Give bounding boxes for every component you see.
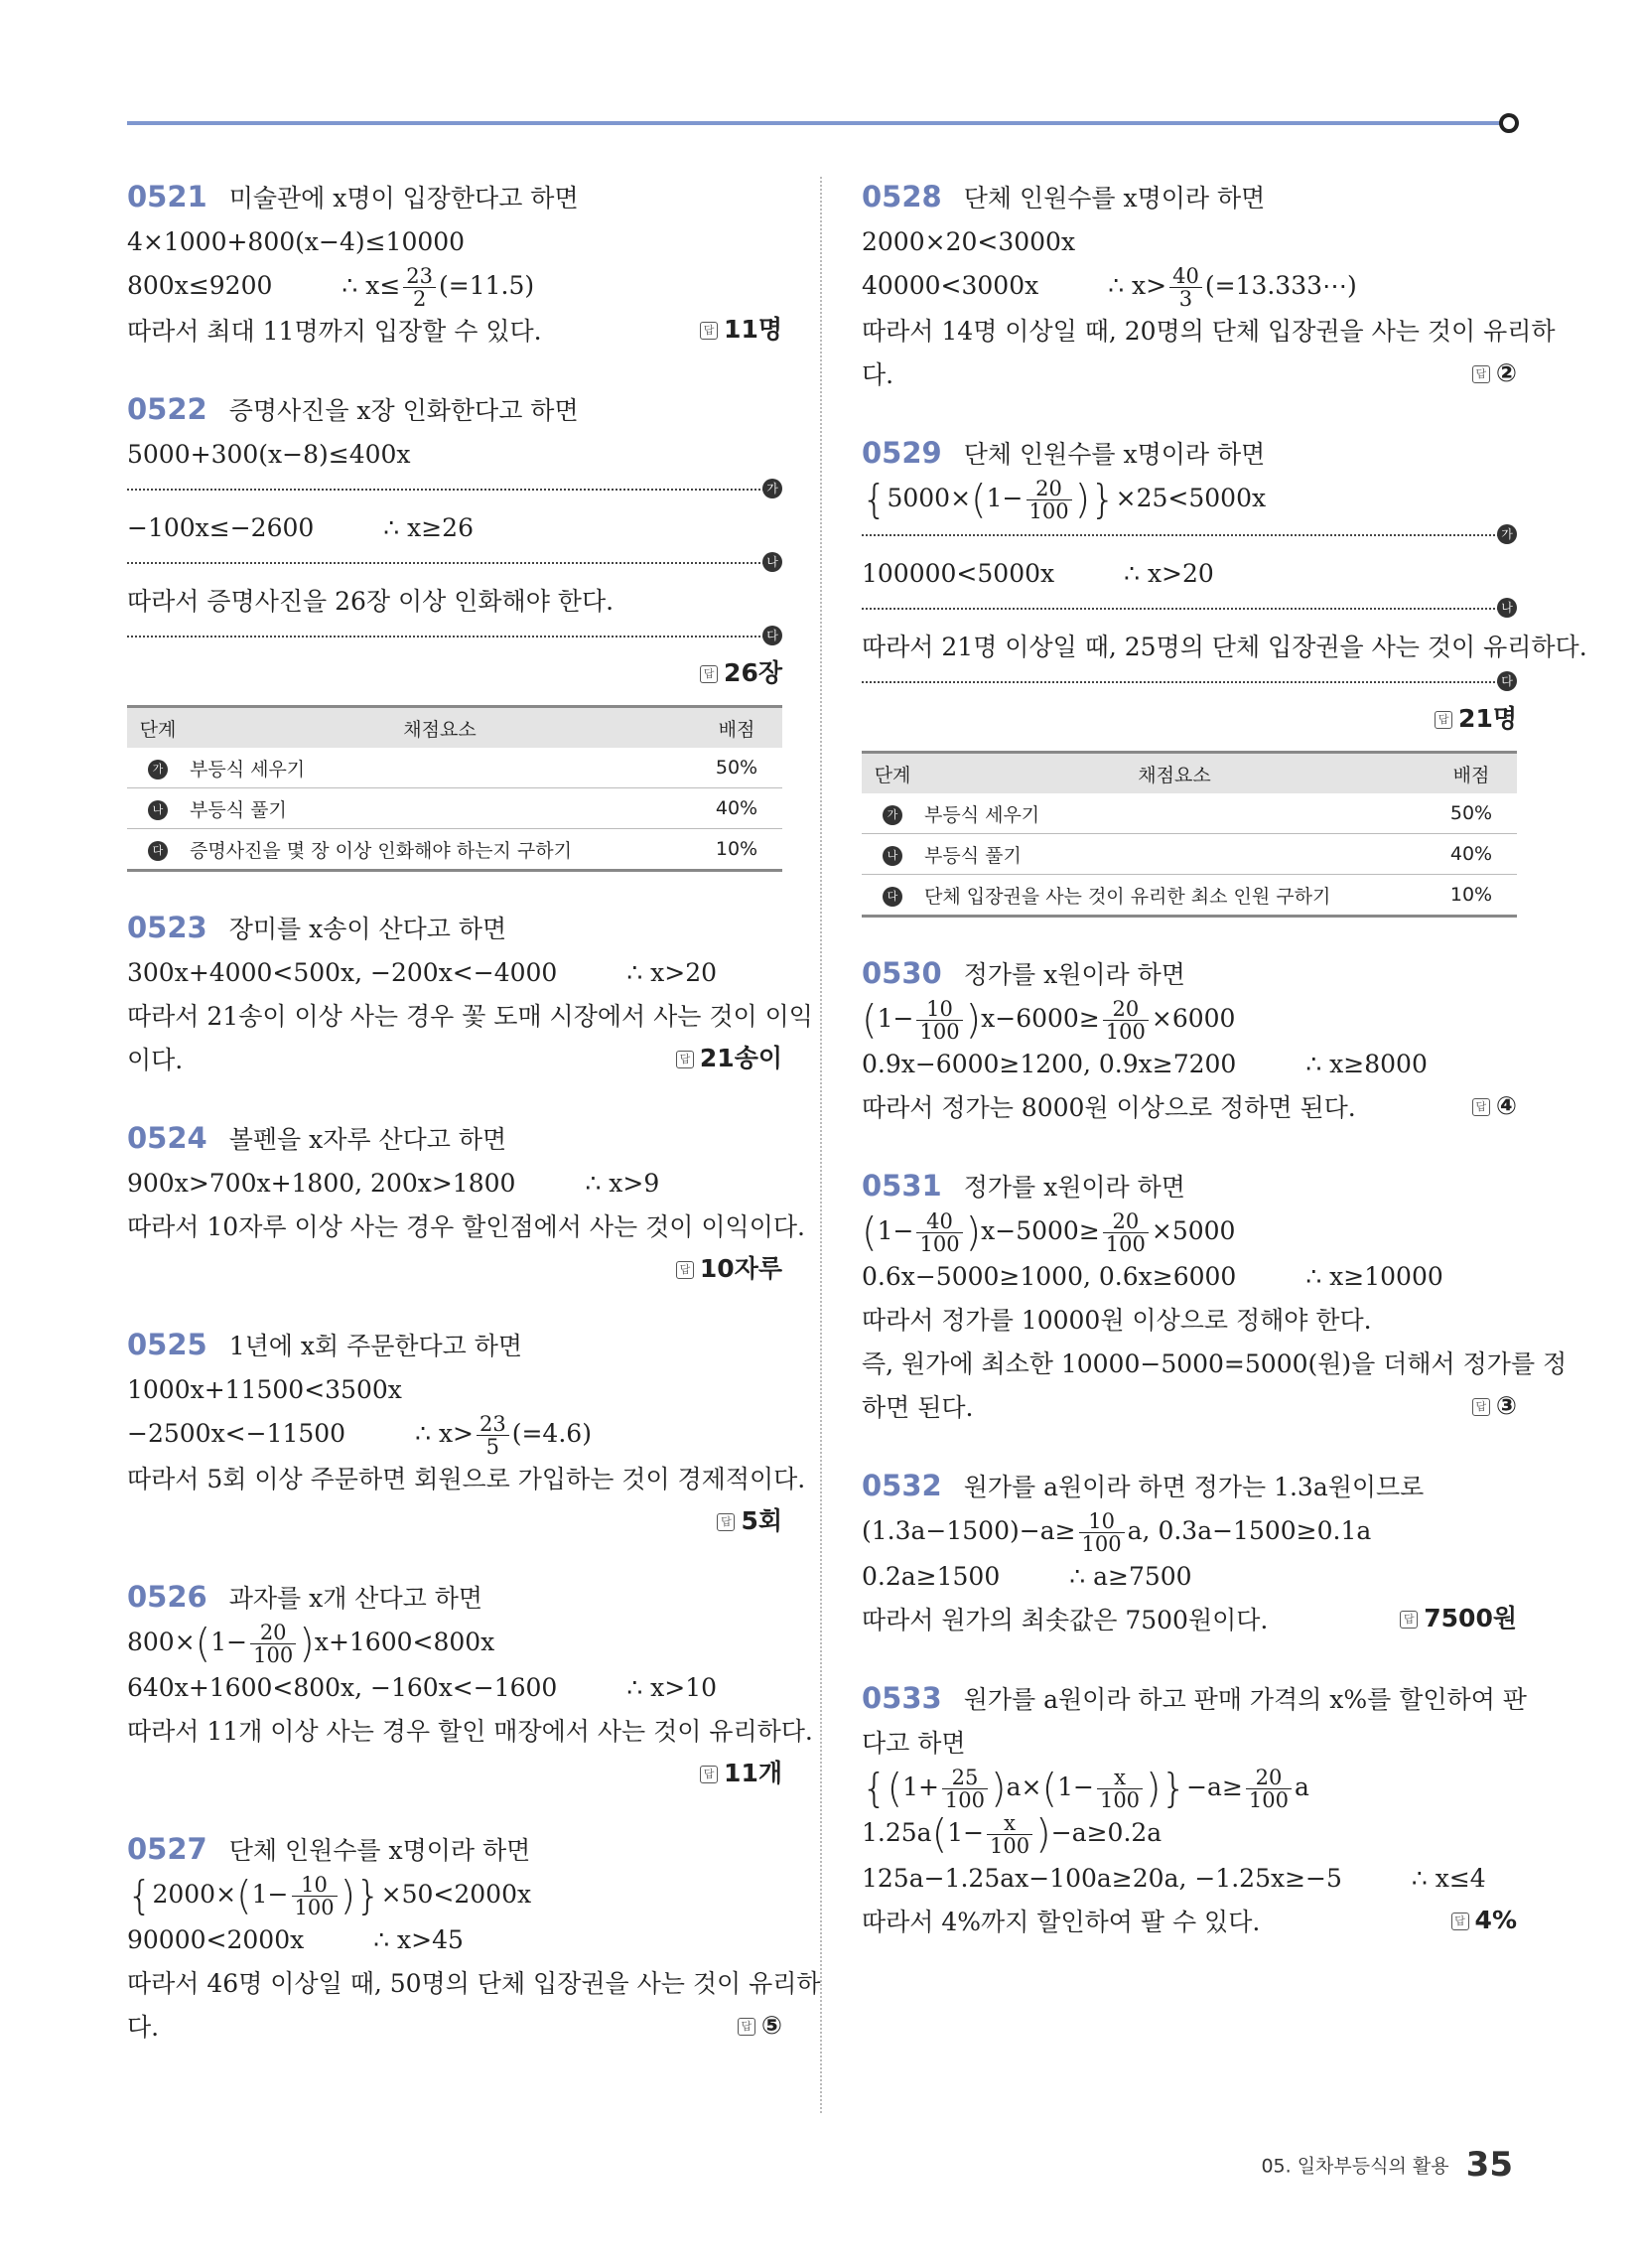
problem-0526: 0526 과자를 x개 산다고 하면 800×(1− $\frac{20}{100}$ )x+1600<800x 640x+1600<800x, −160x<−1600 ∴ x>10 따라서 11개 이상 사는 경우 할인 매장에서 사는 것이 유리하다. 답 11개 bbox=[127, 1575, 782, 1793]
equation: 5000+300(x−8)≤400x bbox=[127, 440, 411, 469]
answer-icon: 답 bbox=[700, 322, 718, 340]
equation: 1000x+11500<3500x bbox=[127, 1375, 402, 1404]
problem-number: 0531 bbox=[862, 1169, 942, 1203]
table-row: 다 단체 입장권을 사는 것이 유리한 최소 인원 구하기 10% bbox=[862, 875, 1517, 917]
equation: 4×1000+800(x−4)≤10000 bbox=[127, 227, 466, 256]
answer: 답 7500원 bbox=[1400, 1599, 1517, 1638]
problem-0527: 0527 단체 인원수를 x명이라 하면 {2000×(1− $\frac{10}{100}$ )}×50<2000x 90000<2000x ∴ x>45 따라서 46명 이상일 때, 50명의 단체 입장권을 사는 것이 유리하 다. 답 ⑤ bbox=[127, 1827, 782, 2050]
equation: 900x>700x+1800, 200x>1800 bbox=[127, 1169, 516, 1198]
page-number: 35 bbox=[1465, 2145, 1513, 2185]
fraction: $\frac{10}{100}$ bbox=[916, 998, 962, 1043]
equation: 0.6x−5000≥1000, 0.6x≥6000 bbox=[862, 1262, 1237, 1291]
conclusion: 따라서 4%까지 할인하여 팔 수 있다. bbox=[862, 1908, 1261, 1936]
problem-number: 0529 bbox=[862, 436, 942, 470]
answer-icon: 답 bbox=[1472, 1098, 1490, 1116]
equation: (=11.5) bbox=[439, 271, 535, 300]
answer: 답 21송이 bbox=[676, 1039, 782, 1078]
equation: ∴ x>9 bbox=[585, 1169, 660, 1198]
answer-icon: 답 bbox=[1472, 365, 1490, 383]
equation: ∴ x> bbox=[1108, 271, 1167, 300]
equation: ∴ x>45 bbox=[373, 1925, 464, 1954]
conclusion: 다. bbox=[127, 2013, 160, 2042]
problem-head: 증명사진을 x장 인화한다고 하면 bbox=[228, 396, 579, 425]
equation: 0.9x−6000≥1200, 0.9x≥7200 bbox=[862, 1050, 1237, 1078]
page-footer bbox=[1261, 2145, 1513, 2185]
conclusion: 즉, 원가에 최소한 10000−5000=5000(원)을 더해서 정가를 정 bbox=[862, 1349, 1568, 1378]
equation: ∴ x≥26 bbox=[383, 513, 474, 542]
equation: ∴ x>20 bbox=[1124, 559, 1214, 588]
problem-number: 0532 bbox=[862, 1469, 942, 1502]
right-column bbox=[862, 175, 1587, 1978]
problem-head: 정가를 x원이라 하면 bbox=[963, 1173, 1185, 1202]
answer: 답 26장 bbox=[127, 653, 782, 693]
problem-0533: 0533 원가를 a원이라 하고 판매 가격의 x%를 할인하여 판 다고 하면 {(1+ $\frac{25}{100}$ )a×(1− $\frac{x}{100}$ )}−a≥ $\frac{20}{100}$ a 1.25a(1− $\frac{x}{100}$ )−a≥0.2a 125a−1.25ax−100a≥20a, −1.25x≥−5 ∴ x≤4 따라서 4%까지 할인하여 팔 수 있다. 답 4% bbox=[862, 1676, 1517, 1944]
answer: 답 ④ bbox=[1472, 1086, 1517, 1126]
fraction: $\frac{20}{100}$ bbox=[250, 1622, 296, 1666]
step-marker-ga bbox=[862, 524, 1517, 546]
equation: 640x+1600<800x, −160x<−1600 bbox=[127, 1673, 558, 1702]
problem-0525 bbox=[127, 1323, 806, 1541]
grading-table: 단계 채점요소 배점 가 부등식 세우기 50% 나 부등식 풀기 40% 다 증명사진을 몇 장 이상 인화해야 하는지 구하기 10% bbox=[127, 705, 782, 872]
problem-number: 0533 bbox=[862, 1681, 942, 1715]
step-da-icon: 다 bbox=[1497, 671, 1517, 691]
conclusion: 이다. bbox=[127, 1046, 184, 1074]
answer: 답 21명 bbox=[862, 699, 1517, 739]
equation: (=4.6) bbox=[511, 1419, 592, 1448]
problem-number: 0525 bbox=[127, 1328, 207, 1361]
problem-0522 bbox=[127, 387, 782, 872]
equation: ∴ x≤ bbox=[342, 271, 401, 300]
answer-icon: 답 bbox=[1472, 1398, 1490, 1416]
problem-head: 볼펜을 x자루 산다고 하면 bbox=[228, 1125, 507, 1154]
equation: ∴ x≥8000 bbox=[1305, 1050, 1428, 1078]
problem-number: 0522 bbox=[127, 392, 207, 426]
equation: 40000<3000x bbox=[862, 271, 1039, 300]
step-marker-ga bbox=[127, 479, 782, 500]
problem-head: 원가를 a원이라 하고 판매 가격의 x%를 할인하여 판 bbox=[963, 1685, 1527, 1714]
step-na-icon: 나 bbox=[762, 552, 782, 572]
conclusion: 따라서 원가의 최솟값은 7500원이다. bbox=[862, 1606, 1269, 1634]
fraction: $\frac{20}{100}$ bbox=[1103, 998, 1149, 1043]
table-row: 가 부등식 세우기 50% bbox=[127, 748, 782, 788]
conclusion: 따라서 21명 이상일 때, 25명의 단체 입장권을 사는 것이 유리하다. bbox=[862, 633, 1587, 661]
fraction: $\frac{10}{100}$ bbox=[292, 1874, 338, 1918]
answer-icon: 답 bbox=[1451, 1913, 1469, 1930]
problem-head: 정가를 x원이라 하면 bbox=[963, 960, 1185, 989]
problem-number: 0528 bbox=[862, 180, 942, 213]
answer: 답 10자루 bbox=[127, 1249, 782, 1289]
conclusion: 따라서 46명 이상일 때, 50명의 단체 입장권을 사는 것이 유리하 bbox=[127, 1969, 821, 1998]
problem-0528 bbox=[862, 175, 1556, 397]
table-row: 나 부등식 풀기 40% bbox=[862, 834, 1517, 875]
problem-head: 단체 인원수를 x명이라 하면 bbox=[963, 440, 1266, 469]
equation: ∴ x≥10000 bbox=[1305, 1262, 1443, 1291]
fraction: $\frac{23}{2}$ bbox=[403, 265, 436, 310]
table-row: 나 부등식 풀기 40% bbox=[127, 788, 782, 829]
fraction: $\frac{20}{100}$ bbox=[1103, 1210, 1149, 1255]
problem-head: 미술관에 x명이 입장한다고 하면 bbox=[228, 184, 579, 213]
step-marker-da bbox=[862, 671, 1517, 693]
problem-0529: 0529 단체 인원수를 x명이라 하면 {5000×(1− $\frac{20}{100}$ )}×25<5000x 가 100000<5000x ∴ x>20 나 따라서 21명 이상일 때, 25명의 단체 입장권을 사는 것이 유리하다. 다 답 21명 단계 채점요소 배점 가 부등식 세우기 50% 나 부등식 풀기 40% 다 단체 입장권을 사는 것이 유리한 최소 인원 구하기 10% bbox=[862, 431, 1517, 918]
answer: 답 11개 bbox=[127, 1754, 782, 1793]
equation: (=13.333⋯) bbox=[1204, 271, 1357, 300]
equation: −100x≤−2600 bbox=[127, 513, 315, 542]
fraction: $\frac{40}{3}$ bbox=[1169, 265, 1202, 310]
equation: ∴ x>20 bbox=[626, 958, 718, 987]
answer: 답 ⑤ bbox=[738, 2006, 782, 2046]
equation: 0.2a≥1500 bbox=[862, 1562, 1001, 1591]
problem-head: 장미를 x송이 산다고 하면 bbox=[228, 915, 507, 943]
step-marker-da bbox=[127, 626, 782, 647]
answer-icon: 답 bbox=[717, 1513, 735, 1531]
table-row: 다 증명사진을 몇 장 이상 인화해야 하는지 구하기 10% bbox=[127, 829, 782, 871]
answer: 답 ② bbox=[1472, 354, 1517, 393]
conclusion: 따라서 5회 이상 주문하면 회원으로 가입하는 것이 경제적이다. bbox=[127, 1465, 806, 1493]
conclusion: 다. bbox=[862, 360, 894, 389]
conclusion: 따라서 최대 11명까지 입장할 수 있다. bbox=[127, 317, 542, 346]
left-column bbox=[127, 175, 821, 2083]
equation: ∴ x>10 bbox=[626, 1673, 718, 1702]
answer-icon: 답 bbox=[1435, 711, 1452, 729]
problem-number: 0530 bbox=[862, 956, 942, 990]
equation: 90000<2000x bbox=[127, 1925, 305, 1954]
answer: 답 11명 bbox=[700, 310, 782, 350]
top-rule bbox=[127, 121, 1507, 125]
problem-0530: 0530 정가를 x원이라 하면 (1− $\frac{10}{100}$ )x−6000≥ $\frac{20}{100}$ ×6000 0.9x−6000≥1200, 0.9x≥7200 ∴ x≥8000 따라서 정가는 8000원 이상으로 정하면 된다. 답 ④ bbox=[862, 951, 1517, 1130]
problem-0524 bbox=[127, 1116, 805, 1289]
problem-number: 0521 bbox=[127, 180, 207, 213]
problem-number: 0524 bbox=[127, 1121, 207, 1155]
answer: 답 ③ bbox=[1472, 1386, 1517, 1426]
step-ga-icon: 가 bbox=[1497, 524, 1517, 544]
conclusion: 따라서 14명 이상일 때, 20명의 단체 입장권을 사는 것이 유리하 bbox=[862, 317, 1556, 346]
grading-table: 단계 채점요소 배점 가 부등식 세우기 50% 나 부등식 풀기 40% 다 단체 입장권을 사는 것이 유리한 최소 인원 구하기 10% bbox=[862, 751, 1517, 918]
answer-icon: 답 bbox=[738, 2018, 755, 2036]
fraction: $\frac{40}{100}$ bbox=[916, 1210, 962, 1255]
equation: ∴ x> bbox=[415, 1419, 474, 1448]
problem-0532: 0532 원가를 a원이라 하면 정가는 1.3a원이므로 (1.3a−1500)−a≥ $\frac{10}{100}$ a, 0.3a−1500≥0.1a 0.2a≥1500 ∴ a≥7500 따라서 원가의 최솟값은 7500원이다. 답 7500원 bbox=[862, 1464, 1517, 1642]
problem-head: 다고 하면 bbox=[862, 1729, 966, 1758]
conclusion: 따라서 증명사진을 26장 이상 인화해야 한다. bbox=[127, 587, 615, 616]
answer-icon: 답 bbox=[1400, 1611, 1418, 1629]
equation: 2000×20<3000x bbox=[862, 227, 1076, 256]
step-ga-icon: 가 bbox=[762, 479, 782, 498]
fraction: $\frac{23}{5}$ bbox=[477, 1413, 509, 1458]
problem-number: 0526 bbox=[127, 1580, 207, 1614]
problem-head: 단체 인원수를 x명이라 하면 bbox=[963, 184, 1266, 213]
equation: 125a−1.25ax−100a≥20a, −1.25x≥−5 bbox=[862, 1864, 1342, 1893]
problem-number: 0527 bbox=[127, 1832, 207, 1866]
equation: 300x+4000<500x, −200x<−4000 bbox=[127, 958, 558, 987]
equation: 100000<5000x bbox=[862, 559, 1055, 588]
table-row: 가 부등식 세우기 50% bbox=[862, 793, 1517, 834]
chapter-title: 05. 일차부등식의 활용 bbox=[1261, 2155, 1449, 2178]
conclusion: 하면 된다. bbox=[862, 1393, 974, 1422]
column-divider bbox=[820, 177, 822, 2113]
fraction: $\frac{10}{100}$ bbox=[1079, 1510, 1125, 1555]
fraction: $\frac{20}{100}$ bbox=[1246, 1767, 1292, 1811]
fraction: $\frac{25}{100}$ bbox=[942, 1767, 988, 1811]
conclusion: 따라서 정가를 10000원 이상으로 정해야 한다. bbox=[862, 1306, 1372, 1335]
problem-head: 과자를 x개 산다고 하면 bbox=[228, 1584, 483, 1613]
answer-icon: 답 bbox=[700, 665, 718, 683]
problem-head: 원가를 a원이라 하면 정가는 1.3a원이므로 bbox=[963, 1473, 1425, 1501]
step-marker-na bbox=[127, 552, 782, 574]
answer: 답 4% bbox=[1451, 1901, 1517, 1940]
answer-icon: 답 bbox=[676, 1051, 694, 1068]
equation: ∴ a≥7500 bbox=[1069, 1562, 1192, 1591]
fraction: $\frac{x}{100}$ bbox=[987, 1812, 1032, 1857]
equation: 800x≤9200 bbox=[127, 271, 273, 300]
answer-icon: 답 bbox=[700, 1766, 718, 1783]
problem-number: 0523 bbox=[127, 911, 207, 944]
step-marker-na bbox=[862, 598, 1517, 620]
top-rule-dot bbox=[1499, 113, 1519, 133]
answer: 답 5회 bbox=[127, 1501, 782, 1541]
conclusion: 따라서 21송이 이상 사는 경우 꽃 도매 시장에서 사는 것이 이익 bbox=[127, 1002, 813, 1031]
conclusion: 따라서 11개 이상 사는 경우 할인 매장에서 사는 것이 유리하다. bbox=[127, 1717, 813, 1746]
problem-0523 bbox=[127, 906, 813, 1082]
step-da-icon: 다 bbox=[762, 626, 782, 645]
problem-head: 1년에 x회 주문한다고 하면 bbox=[228, 1332, 523, 1360]
equation: ∴ x≤4 bbox=[1411, 1864, 1486, 1893]
fraction: $\frac{20}{100}$ bbox=[1026, 478, 1072, 522]
step-na-icon: 나 bbox=[1497, 598, 1517, 618]
conclusion: 따라서 10자루 이상 사는 경우 할인점에서 사는 것이 이익이다. bbox=[127, 1212, 805, 1241]
problem-head: 단체 인원수를 x명이라 하면 bbox=[228, 1836, 531, 1865]
problem-0531: 0531 정가를 x원이라 하면 (1− $\frac{40}{100}$ )x−5000≥ $\frac{20}{100}$ ×5000 0.6x−5000≥1000, 0.6x≥6000 ∴ x≥10000 따라서 정가를 10000원 이상으로 정해야 한다. 즉, 원가에 최소한 10000−5000=5000(원)을 더해서 정가를 정 하면 된다. 답 ③ bbox=[862, 1164, 1517, 1430]
equation: −2500x<−11500 bbox=[127, 1419, 346, 1448]
fraction: $\frac{x}{100}$ bbox=[1097, 1767, 1143, 1811]
answer-icon: 답 bbox=[676, 1261, 694, 1279]
conclusion: 따라서 정가는 8000원 이상으로 정하면 된다. bbox=[862, 1093, 1356, 1122]
problem-0521 bbox=[127, 175, 782, 354]
